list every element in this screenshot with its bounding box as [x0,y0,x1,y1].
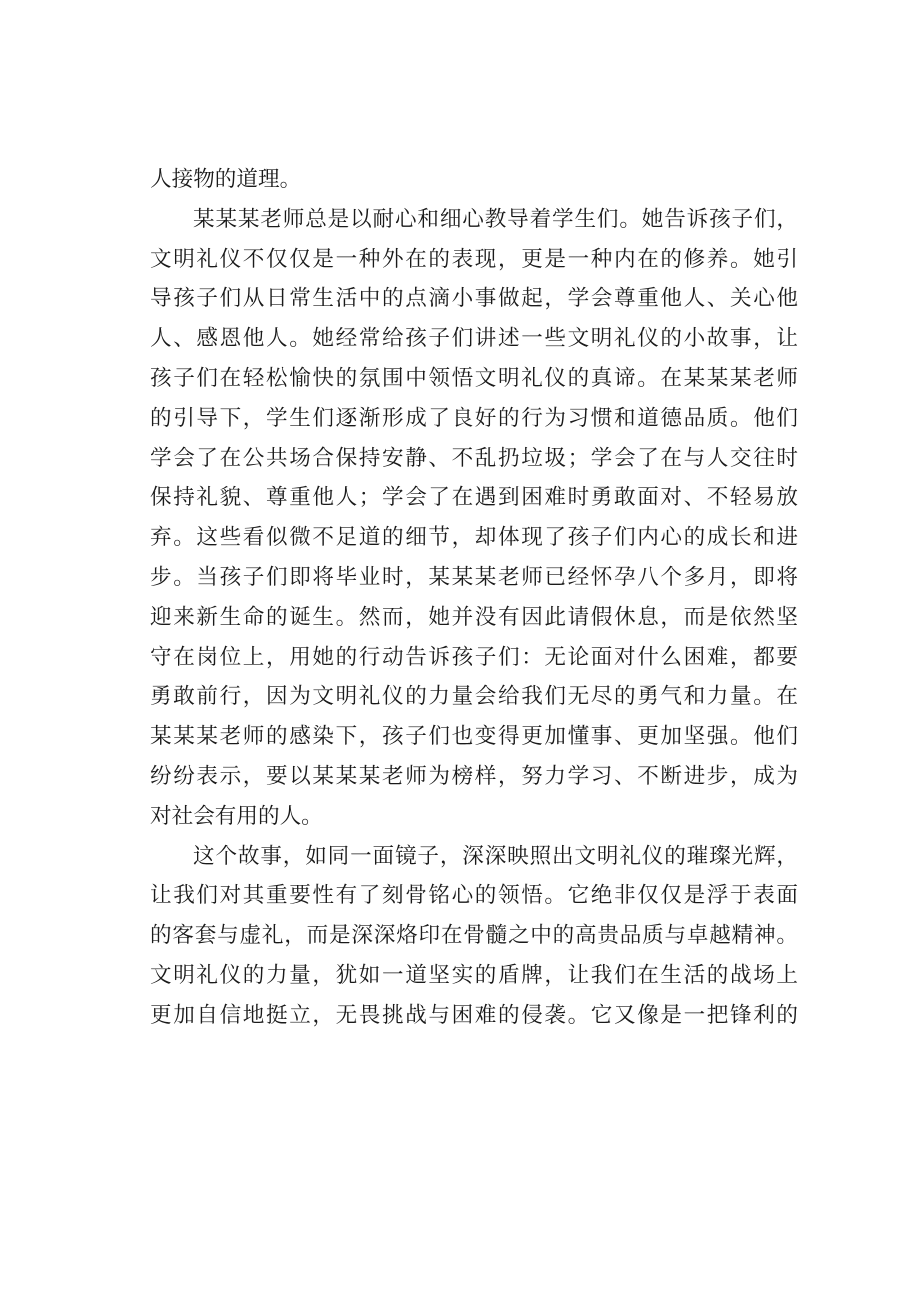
text-line: 文明礼仪不仅仅是一种外在的表现，更是一种内在的修养。她引 [150,246,798,272]
text-line: 孩子们在轻松愉快的氛围中领悟文明礼仪的真谛。在某某某老师 [150,365,798,391]
text-line: 纷纷表示，要以某某某老师为榜样，努力学习、不断进步，成为 [150,763,798,789]
text-line: 某某某老师总是以耐心和细心教导着学生们。她告诉孩子们， [193,206,798,232]
text-line: 弃。这些看似微不足道的细节，却体现了孩子们内心的成长和进 [150,525,798,551]
text-line: 这个故事，如同一面镜子，深深映照出文明礼仪的璀璨光辉， [193,843,798,869]
text-line: 人接物的道理。 [150,167,302,192]
text-line: 保持礼貌、尊重他人；学会了在遇到困难时勇敢面对、不轻易放 [150,485,798,511]
text-line: 对社会有用的人。 [150,803,323,829]
text-line: 守在岗位上，用她的行动告诉孩子们：无论面对什么困难，都要 [150,644,798,670]
text-line: 迎来新生命的诞生。然而，她并没有因此请假休息，而是依然坚 [150,604,798,630]
text-line: 某某某老师的感染下，孩子们也变得更加懂事、更加坚强。他们 [150,724,798,750]
text-line: 步。当孩子们即将毕业时，某某某老师已经怀孕八个多月，即将 [150,564,798,590]
text-line: 勇敢前行，因为文明礼仪的力量会给我们无尽的勇气和力量。在 [150,684,798,710]
text-line: 的引导下，学生们逐渐形成了良好的行为习惯和道德品质。他们 [150,405,798,431]
document-body [150,160,798,1036]
text-line: 更加自信地挺立，无畏挑战与困难的侵袭。它又像是一把锋利的 [150,1002,798,1028]
text-line: 导孩子们从日常生活中的点滴小事做起，学会尊重他人、关心他 [150,286,798,312]
text-line: 学会了在公共场合保持安静、不乱扔垃圾；学会了在与人交往时 [150,445,798,471]
text-line: 让我们对其重要性有了刻骨铭心的领悟。它绝非仅仅是浮于表面 [150,883,798,909]
text-line: 的客套与虚礼，而是深深烙印在骨髓之中的高贵品质与卓越精神。 [150,923,798,949]
text-line: 人、感恩他人。她经常给孩子们讲述一些文明礼仪的小故事，让 [150,326,798,352]
text-line: 文明礼仪的力量，犹如一道坚实的盾牌，让我们在生活的战场上 [150,962,798,988]
